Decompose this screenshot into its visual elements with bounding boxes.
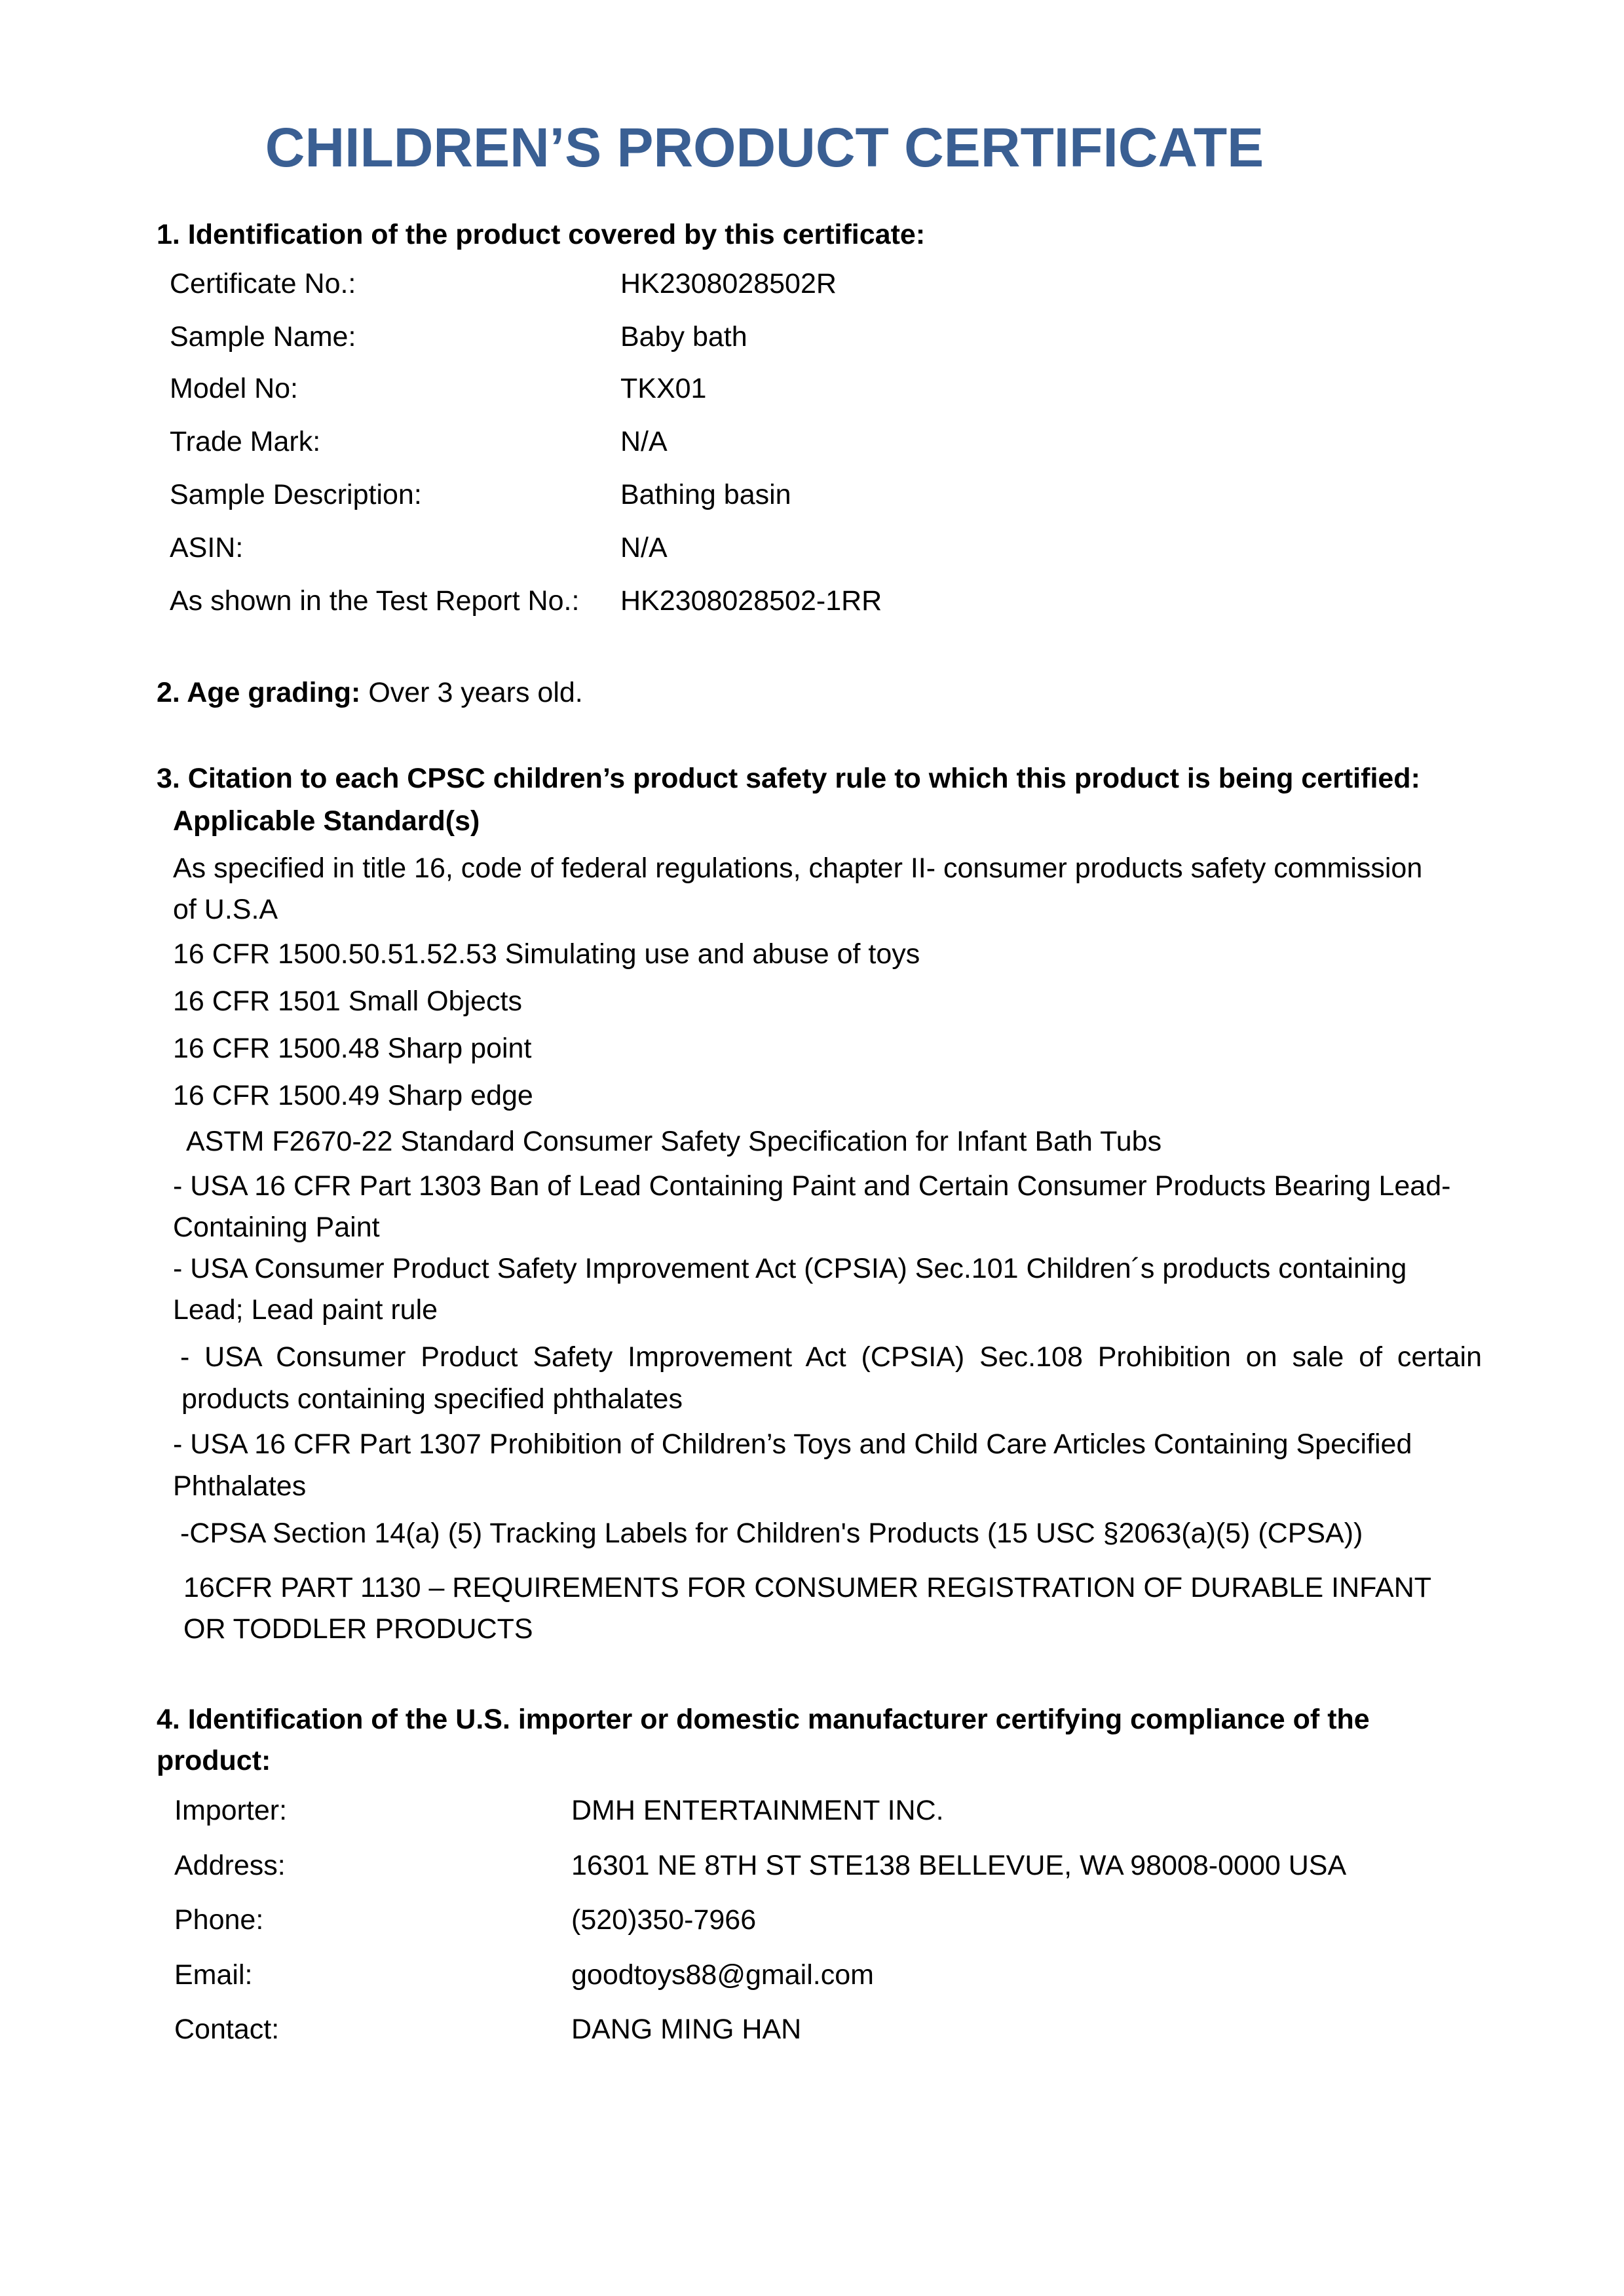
field-label: Certificate No.: [170, 268, 356, 299]
field-value: HK2308028502-1RR [620, 585, 882, 617]
document-title: CHILDREN’S PRODUCT CERTIFICATE [265, 117, 1264, 178]
section-2-age-grading [157, 676, 583, 709]
standard-line: 16 CFR 1501 Small Objects [173, 985, 522, 1017]
field-value: N/A [620, 532, 668, 564]
field-value: Bathing basin [620, 479, 791, 510]
standard-line: 16CFR PART 1130 – REQUIREMENTS FOR CONSUMER REGISTRATION OF DURABLE INFANT [183, 1572, 1432, 1603]
standard-line: As specified in title 16, code of federal regulations, chapter II- consumer products safety commission [173, 852, 1423, 884]
standard-line: 16 CFR 1500.49 Sharp edge [173, 1080, 533, 1111]
importer-value: DMH ENTERTAINMENT INC. [571, 1795, 944, 1826]
importer-label: Importer: [174, 1795, 288, 1826]
field-value: TKX01 [620, 373, 707, 404]
standard-line: OR TODDLER PRODUCTS [183, 1613, 533, 1645]
standard-line: products containing specified phthalates [181, 1383, 683, 1415]
field-value: N/A [620, 426, 668, 457]
field-value: Baby bath [620, 321, 747, 353]
field-label: Trade Mark: [170, 426, 321, 457]
standard-line: - USA Consumer Product Safety Improvement Act (CPSIA) Sec.108 Prohibition on sale of certain [180, 1341, 1482, 1373]
standard-line: - USA Consumer Product Safety Improvement Act (CPSIA) Sec.101 Children´s products containing [173, 1253, 1407, 1284]
applicable-standards-heading: Applicable Standard(s) [173, 805, 480, 837]
section-3-heading: 3. Citation to each CPSC children’s product safety rule to which this product is being certified: [157, 763, 1420, 794]
standard-line: Phthalates [173, 1470, 307, 1502]
field-value: HK2308028502R [620, 268, 837, 299]
standard-line: 16 CFR 1500.50.51.52.53 Simulating use and abuse of toys [173, 938, 920, 970]
address-value: 16301 NE 8TH ST STE138 BELLEVUE, WA 98008-0000 USA [571, 1850, 1347, 1881]
section-1-heading: 1. Identification of the product covered by this certificate: [157, 219, 926, 250]
standard-line: Containing Paint [173, 1212, 380, 1243]
field-label: Sample Name: [170, 321, 356, 353]
section-4-heading: 4. Identification of the U.S. importer or domestic manufacturer certifying compliance of the [157, 1704, 1370, 1735]
standard-line: - USA 16 CFR Part 1307 Prohibition of Children’s Toys and Child Care Articles Containing Specified [173, 1428, 1412, 1460]
age-grading-value: Over 3 years old. [360, 677, 583, 708]
standard-line: -CPSA Section 14(a) (5) Tracking Labels for Children's Products (15 USC §2063(a)(5) (CPSA)) [180, 1518, 1363, 1549]
field-label: ASIN: [170, 532, 244, 564]
field-label: As shown in the Test Report No.: [170, 585, 580, 617]
field-label: Model No: [170, 373, 298, 404]
section-4-heading-cont: product: [157, 1745, 271, 1776]
section-2-heading: 2. Age grading: [157, 677, 361, 708]
standard-line: Lead; Lead paint rule [173, 1294, 438, 1326]
standard-line: of U.S.A [173, 894, 278, 925]
email-label: Email: [174, 1959, 253, 1991]
field-label: Sample Description: [170, 479, 422, 510]
phone-value: (520)350-7966 [571, 1904, 757, 1936]
standard-line: - USA 16 CFR Part 1303 Ban of Lead Containing Paint and Certain Consumer Products Bearing Lead- [173, 1170, 1451, 1202]
contact-value: DANG MING HAN [571, 2014, 802, 2045]
contact-label: Contact: [174, 2014, 280, 2045]
phone-label: Phone: [174, 1904, 264, 1936]
address-label: Address: [174, 1850, 286, 1881]
email-value: goodtoys88@gmail.com [571, 1959, 874, 1991]
standard-line: ASTM F2670-22 Standard Consumer Safety Specification for Infant Bath Tubs [186, 1126, 1162, 1157]
standard-line: 16 CFR 1500.48 Sharp point [173, 1033, 532, 1064]
